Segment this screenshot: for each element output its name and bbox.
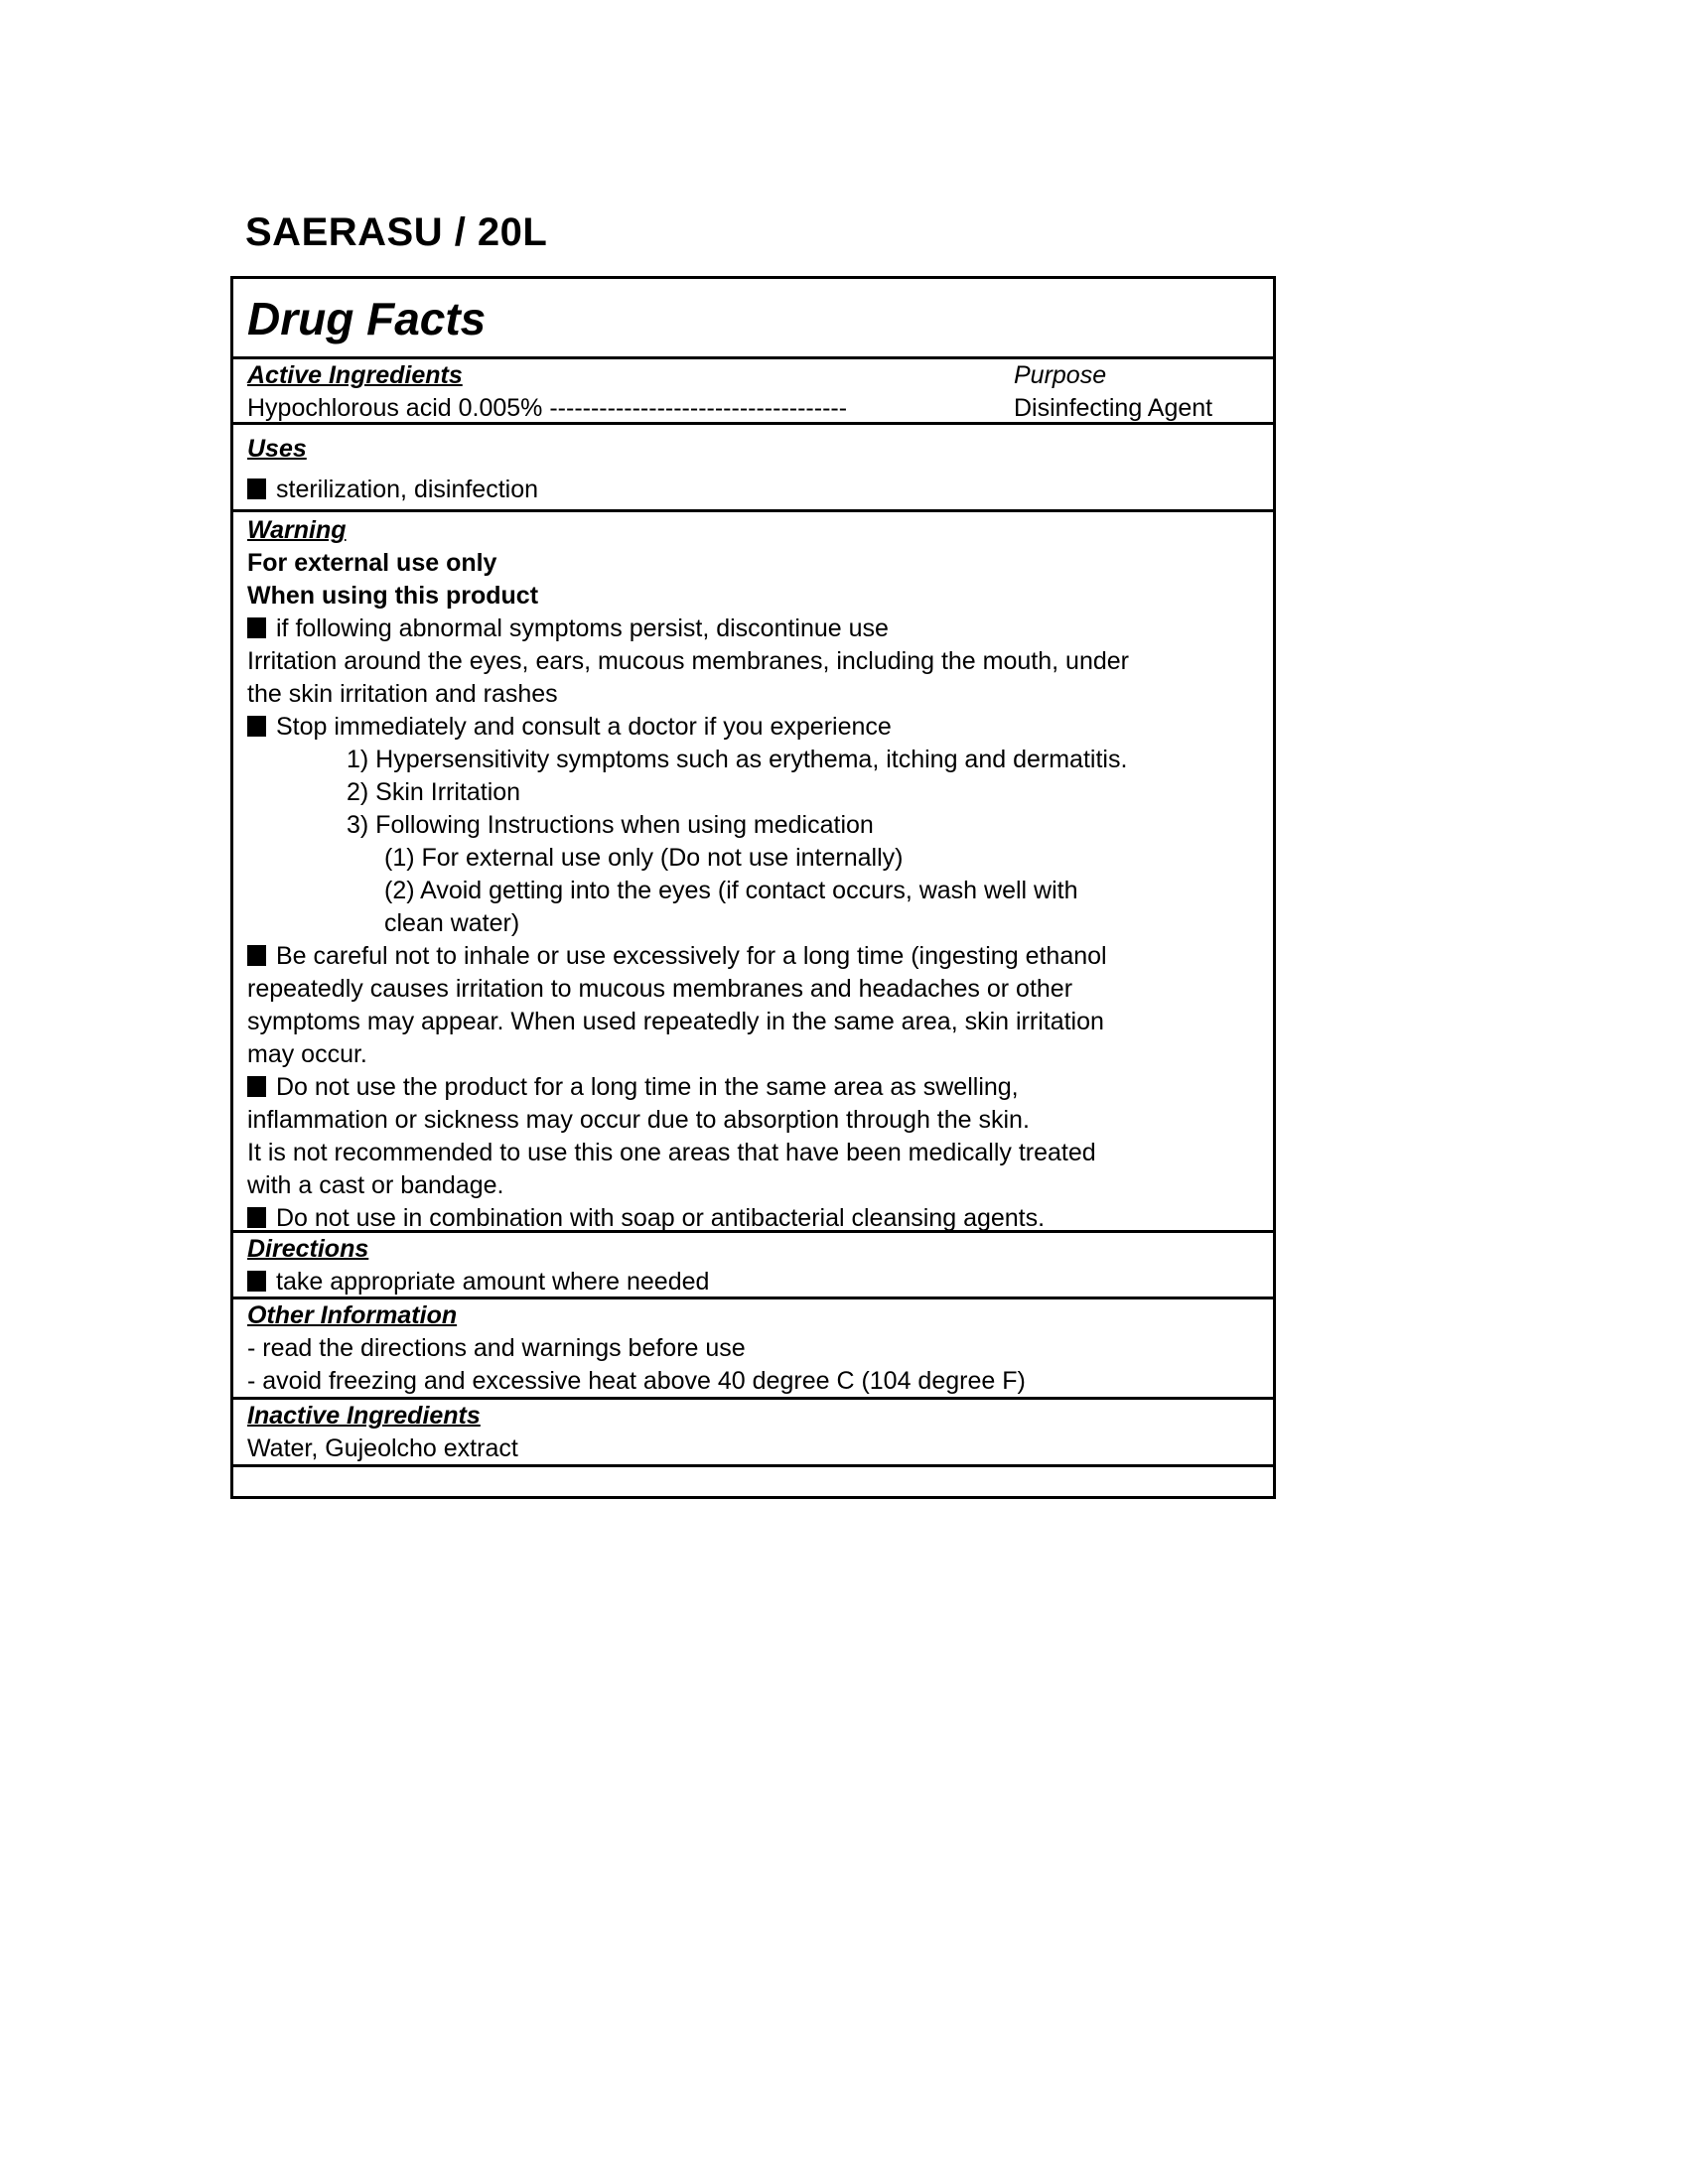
warning-text: Do not use in combination with soap or antibacterial cleansing agents. bbox=[276, 1204, 1046, 1232]
purpose-heading: Purpose bbox=[1014, 361, 1107, 389]
warning-line: 2) Skin Irritation bbox=[347, 778, 521, 806]
warning-line: inflammation or sickness may occur due to absorption through the skin. bbox=[247, 1106, 1030, 1134]
warning-section bbox=[233, 509, 1273, 1230]
directions-item bbox=[247, 1266, 1259, 1298]
warning-line: Irritation around the eyes, ears, mucous membranes, including the mouth, under bbox=[247, 647, 1129, 675]
warning-line: 1) Hypersensitivity symptoms such as erythema, itching and dermatitis. bbox=[347, 746, 1128, 773]
bullet-icon bbox=[247, 617, 266, 638]
warning-line: with a cast or bandage. bbox=[247, 1171, 504, 1199]
warning-line bbox=[247, 613, 1259, 645]
warning-line bbox=[247, 940, 1259, 973]
warning-line: 3) Following Instructions when using medication bbox=[347, 811, 874, 839]
warning-heading: Warning bbox=[247, 516, 347, 544]
bullet-icon bbox=[247, 478, 266, 499]
drug-facts-panel bbox=[230, 276, 1276, 1499]
active-ingredients-heading: Active Ingredients bbox=[247, 361, 463, 389]
directions-text: take appropriate amount where needed bbox=[276, 1268, 710, 1296]
other-information-heading: Other Information bbox=[247, 1301, 458, 1329]
warning-line: It is not recommended to use this one areas that have been medically treated bbox=[247, 1139, 1096, 1166]
active-ingredients-section bbox=[233, 356, 1273, 422]
other-information-section bbox=[233, 1297, 1273, 1397]
other-information-line: - read the directions and warnings before use bbox=[247, 1334, 746, 1362]
inactive-ingredients-text: Water, Gujeolcho extract bbox=[247, 1434, 518, 1462]
purpose-value: Disinfecting Agent bbox=[1014, 394, 1213, 422]
uses-section bbox=[233, 422, 1273, 509]
warning-text: if following abnormal symptoms persist, discontinue use bbox=[276, 614, 889, 642]
warning-line bbox=[247, 1071, 1259, 1104]
bullet-icon bbox=[247, 1207, 266, 1228]
warning-line: the skin irritation and rashes bbox=[247, 680, 558, 708]
product-title: SAERASU / 20L bbox=[245, 210, 548, 254]
directions-section bbox=[233, 1230, 1273, 1297]
drug-facts-title: Drug Facts bbox=[247, 293, 487, 344]
inactive-ingredients-section bbox=[233, 1397, 1273, 1464]
uses-heading: Uses bbox=[247, 435, 307, 463]
warning-line: may occur. bbox=[247, 1040, 367, 1068]
bullet-icon bbox=[247, 716, 266, 737]
active-ingredient: Hypochlorous acid 0.005% ------------------------------------ bbox=[247, 394, 848, 422]
warning-external-use: For external use only bbox=[247, 549, 497, 577]
warning-text: Be careful not to inhale or use excessively for a long time (ingesting ethanol bbox=[276, 942, 1107, 970]
warning-line bbox=[247, 711, 1259, 744]
inactive-ingredients-heading: Inactive Ingredients bbox=[247, 1402, 481, 1430]
warning-text: Stop immediately and consult a doctor if you experience bbox=[276, 713, 892, 741]
directions-heading: Directions bbox=[247, 1235, 369, 1263]
bullet-icon bbox=[247, 1271, 266, 1292]
warning-line: (1) For external use only (Do not use internally) bbox=[384, 844, 904, 872]
warning-when-using: When using this product bbox=[247, 582, 539, 610]
bullet-icon bbox=[247, 945, 266, 966]
warning-text: Do not use the product for a long time in the same area as swelling, bbox=[276, 1073, 1019, 1101]
warning-line: symptoms may appear. When used repeatedly in the same area, skin irritation bbox=[247, 1008, 1104, 1035]
bullet-icon bbox=[247, 1076, 266, 1097]
uses-item-text: sterilization, disinfection bbox=[276, 476, 539, 503]
warning-line: (2) Avoid getting into the eyes (if contact occurs, wash well with bbox=[384, 877, 1078, 904]
uses-item bbox=[247, 474, 1259, 506]
empty-row bbox=[233, 1464, 1273, 1496]
other-information-line: - avoid freezing and excessive heat above 40 degree C (104 degree F) bbox=[247, 1367, 1026, 1395]
drug-facts-header bbox=[233, 279, 1273, 356]
warning-line: repeatedly causes irritation to mucous membranes and headaches or other bbox=[247, 975, 1073, 1003]
warning-line: clean water) bbox=[384, 909, 520, 937]
